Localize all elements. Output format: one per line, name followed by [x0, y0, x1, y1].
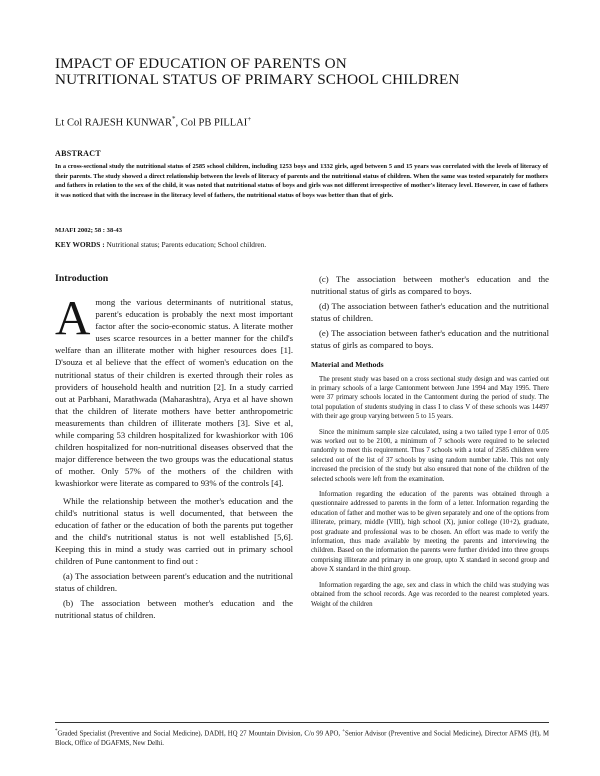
title-line-1: IMPACT OF EDUCATION OF PARENTS ON [55, 55, 347, 72]
footnote-divider [55, 722, 549, 723]
author-line [55, 115, 251, 129]
methods-paragraph-1: The present study was based on a cross sectional study design and was carried out in primary schools of a large Cantonment between June 1994 and May 1995. There were 37 primary schools located in the Cantonment during the period of study. The total population of students studying in class I to class V of these schools was 14497 with their age group varying between 5 to 15 years. [311, 375, 549, 421]
footnote-mark-1: * [55, 729, 58, 734]
abstract-text: In a cross-sectional study the nutritional status of 2585 school children, including 1253 boys and 1332 girls, aged between 5 and 15 years was correlated with the levels of literacy of their parents. The study showed a direct relationship between the levels of literacy of parents and the nutritional status of children. When the same was tested separately for mothers and fathers in relation to the sex of the child, it was noted that nutritional status of boys and girls was not different irrespective of mother's literacy level. However, in case of fathers it was noticed that with the increase in the literacy level of fathers, the nutritional status of boys was better than that of girls. [55, 163, 548, 199]
objective-e: (e) The association between father's education and the nutritional status of girls as compared to boys. [311, 328, 549, 351]
title-line-2: NUTRITIONAL STATUS OF PRIMARY SCHOOL CHILDREN [55, 71, 460, 88]
keywords-text: Nutritional status; Parents education; School children. [106, 240, 267, 249]
objective-d: (d) The association between father's education and the nutritional status of children. [311, 301, 549, 324]
methods-paragraph-4: Information regarding the age, sex and class in which the child was studying was obtained from the school records. Age was recorded to the nearest completed years. Weight of the children [311, 581, 549, 608]
methods-paragraph-2: Since the minimum sample size calculated, using a two tailed type I error of 0.05 was worked out to be 2100, a minimum of 7 schools were required to be selected randomly to meet this requirement. Thus 7 schools with a total of 2585 children were selected out of the list of 37 schools by using random number table. This not only increased the precision of the study but also ensured that none of the children of the selected schools were left from the examination. [311, 428, 549, 483]
objective-a: (a) The association between parent's education and the nutritional status of children. [55, 571, 293, 594]
methods-heading: Material and Methods [311, 359, 384, 369]
introduction-paragraph-1 [55, 290, 293, 490]
citation: MJAFI 2002; 58 : 38-43 [55, 227, 123, 234]
left-column [55, 273, 293, 621]
paper-title [55, 56, 555, 88]
footnote-text-2: Senior Advisor (Preventive and Social Medicine), Director AFMS (H), M Block, Office of DGAFMS, New Delhi. [55, 730, 549, 747]
footnote [55, 727, 549, 748]
author-2: Col PB PILLAI [180, 117, 248, 129]
keywords-line [55, 240, 266, 249]
introduction-paragraph-1-text: mong the various determinants of nutritional status, parent's education is probably the next most important factor after the socio-economic status. A literate mother uses scarce resources in a better manner for the child's welfare than an illiterate mother with higher resources does [1]. D'souza et al believe that the effect of women's education on the nutritional status of their children is exerted through their roles as providers of household health and nutrition [2]. In a study carried out at Parbhani, Marathwada (Maharashtra), Arya et al have shown that the children of literate mothers have better anthropometric measurements than children of illiterate mothers [3]. Sive et al, while comparing 53 children hospitalized for kwashiorkor with 106 children hospitalized for non-nutritional diseases observed that the major difference between the two groups was the educational status of mother. Only 57% of the mothers of the children with kwashiorkor were literate as compared to 93% of the controls [4]. [55, 297, 293, 489]
author-1: Lt Col RAJESH KUNWAR [55, 117, 172, 129]
drop-cap: A [55, 290, 91, 345]
introduction-paragraph-2: While the relationship between the mother's education and the child's nutritional status is well documented, that between the education of father or the education of both the parents put together and the child's nutritional status is not well established [5,6]. Keeping this in mind a study was carried out in primary school children of Pune cantonment to find out : [55, 495, 293, 566]
objective-b: (b) The association between mother's education and the nutritional status of children. [55, 598, 293, 621]
author-separator: , [175, 117, 181, 129]
author-2-mark: + [247, 115, 252, 123]
footnote-text-1: Graded Specialist (Preventive and Social Medicine), DADH, HQ 27 Mountain Division, C/o 99 APO, [57, 730, 343, 738]
methods-paragraph-3: Information regarding the education of the parents was obtained through a questionnaire addressed to parents in the form of a letter. Information regarding the education of father and mother was to be given separately and one of the options from illiterate, primary, middle (VIII), high school (X), junior college (10+2), graduate, post graduate and professional was to be chosen. An effort was made to verify the information, thus made available by meeting the parents and interviewing the children. Based on the information the parents were further divided into three groups comprising illiterate and primary in one group, upto X standard in second group and above X standard in the third group. [311, 491, 549, 574]
objective-c: (c) The association between mother's education and the nutritional status of girls as compared to boys. [311, 274, 549, 297]
keywords-label: KEY WORDS : [55, 240, 107, 249]
introduction-heading: Introduction [55, 273, 109, 284]
author-1-mark: * [171, 115, 176, 123]
footnote-mark-2: + [342, 729, 346, 734]
abstract-heading: ABSTRACT [55, 149, 101, 158]
right-column [311, 273, 549, 615]
